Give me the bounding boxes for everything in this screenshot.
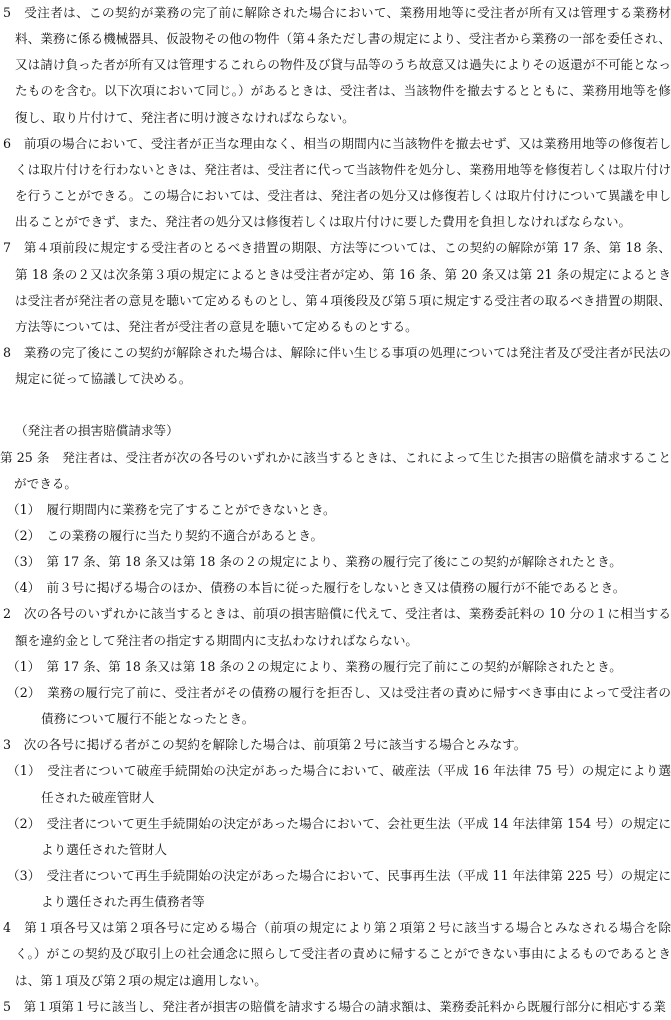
list-item: （1） 受注者について破産手続開始の決定があった場合において、破産法（平成 16 年法律 75 号）の規定により選任された破産管財人 bbox=[7, 763, 671, 805]
clause-paragraph: 4 第１項各号又は第２項各号に定める場合（前項の規定により第２項第２号に該当する場合とみなされる場合を除く。）がこの契約及び取引上の社会通念に照らして受注者の責めに帰することができない事由によるものであるときは、第１項及び第２項の規定は適用しない。 bbox=[3, 920, 671, 988]
clause-paragraph: 8 業務の完了後にこの契約が解除された場合は、解除に伴い生じる事項の処理については発注者及び受注者が民法の規定に従って協議して決める。 bbox=[3, 345, 671, 387]
list-item: （2） この業務の履行に当たり契約不適合があるとき。 bbox=[7, 527, 324, 543]
list-item: （2） 受注者について更生手続開始の決定があった場合において、会社更生法（平成 14 年法律第 154 号）の規定により選任された管財人 bbox=[7, 815, 671, 857]
list-item: （3） 第 17 条、第 18 条又は第 18 条の２の規定により、業務の履行完了後にこの契約が解除されたとき。 bbox=[7, 554, 622, 570]
clause-paragraph: 3 次の各号に掲げる者がこの契約を解除した場合は、前項第２号に該当する場合とみなす。 bbox=[3, 737, 527, 753]
list-item: （2） 業務の履行完了前に、受注者がその債務の履行を拒否し、又は受注者の責めに帰すべき事由によって受注者の債務について履行不能となったとき。 bbox=[7, 684, 671, 727]
article-paragraph: 第 25 条 発注者は、受注者が次の各号のいずれかに該当するときは、これによって生じた損害の賠償を請求することができる。 bbox=[0, 449, 671, 491]
clause-paragraph: 5 第１項第１号に該当し、発注者が損害の賠償を請求する場合の請求額は、業務委託料から既履行部分に相応する業 bbox=[3, 998, 666, 1014]
section-heading: （発注者の損害賠償請求等） bbox=[15, 423, 179, 439]
clause-paragraph: 7 第４項前段に規定する受注者のとるべき措置の期限、方法等については、この契約の解除が第 17 条、第 18 条、第 18 条の２又は次条第３項の規定によるときは受注者が定め、第 16 条、第 20 条又は第 21 条の規定によるときは受注者が発注者の意見を聴いて定めるものとし、第４項後段及び第５項に規定する受注者の取るべき措置の期限、方法等については、発注者が受注者の意見を聴いて定めるものとする。 bbox=[3, 240, 671, 334]
section-spacer bbox=[0, 392, 671, 418]
clause-paragraph: 5 受注者は、この契約が業務の完了前に解除された場合において、業務用地等に受注者が所有又は管理する業務材料、業務に係る機械器具、仮設物その他の物件（第４条ただし書の規定により、受注者から業務の一部を委任され、又は請け負った者が所有又は管理するこれらの物件及び貸与品等のうち故意又は過失によりその返還が不可能となったものを含む。以下次項において同じ。）があるときは、受注者は、当該物件を撤去するとともに、業務用地等を修復し、取り片付けて、発注者に明け渡さなければならない。 bbox=[3, 5, 671, 125]
list-item: （1） 第 17 条、第 18 条又は第 18 条の２の規定により、業務の履行完了前にこの契約が解除されたとき。 bbox=[7, 658, 622, 674]
list-item: （3） 受注者について再生手続開始の決定があった場合において、民事再生法（平成 11 年法律第 225 号）の規定により選任された再生債務者等 bbox=[7, 868, 671, 910]
list-item: （4） 前３号に掲げる場合のほか、債務の本旨に従った履行をしないとき又は債務の履行が不能であるとき。 bbox=[7, 580, 626, 596]
clause-paragraph: 6 前項の場合において、受注者が正当な理由なく、相当の期間内に当該物件を撤去せず、又は業務用地等の修復若しくは取片付けを行わないときは、発注者は、受注者に代って当該物件を処分し、業務用地等を修復若しくは取片付けを行うことができる。この場合においては、受注者は、発注者の処分又は修復若しくは取片付けについて異議を申し出ることができず、また、発注者の処分又は修復若しくは取片付けに要した費用を負担しなければならない。 bbox=[3, 135, 671, 230]
list-item: （1） 履行期間内に業務を完了することができないとき。 bbox=[7, 501, 336, 517]
clause-paragraph: 2 次の各号のいずれかに該当するときは、前項の損害賠償に代えて、受注者は、業務委託料の 10 分の１に相当する額を違約金として発注者の指定する期間内に支払わなければならない。 bbox=[3, 606, 671, 648]
